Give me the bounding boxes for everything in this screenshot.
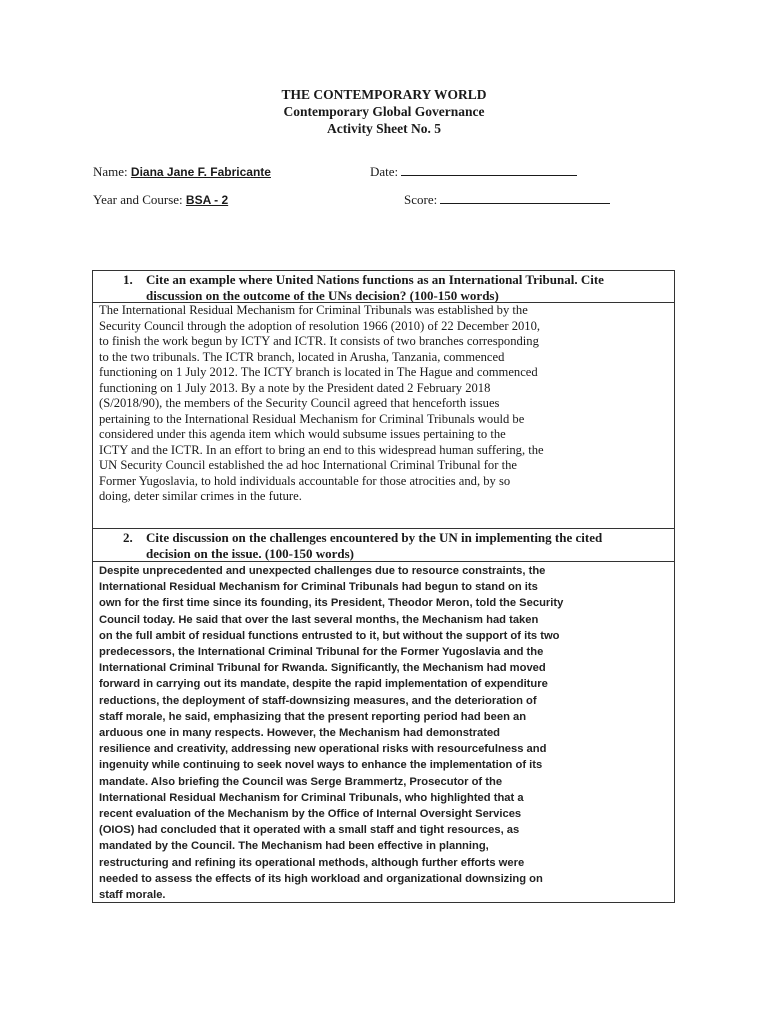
topic-title: Contemporary Global Governance xyxy=(283,104,485,119)
activity-title: Activity Sheet No. 5 xyxy=(327,121,441,136)
answer-1-line: functioning on 1 July 2012. The ICTY branch is located in The Hague and commenced xyxy=(99,365,538,379)
answer-2 xyxy=(99,563,563,903)
year-course-value: BSA - 2 xyxy=(185,193,229,207)
answer-1-line: (S/2018/90), the members of the Security Council agreed that henceforth issues xyxy=(99,396,500,410)
question-2-line: decision on the issue. (100-150 words) xyxy=(146,546,355,561)
name-field xyxy=(93,164,271,180)
answer-2-line: Council today. He said that over the last several months, the Mechanism had taken xyxy=(99,613,539,626)
answer-1-line: ICTY and the ICTR. In an effort to bring an end to this widespread human suffering, the xyxy=(99,442,544,457)
answer-2-line: mandate. Also briefing the Council was Serge Brammertz, Prosecutor of the xyxy=(99,775,503,788)
date-field xyxy=(370,164,577,180)
course-title: THE CONTEMPORARY WORLD xyxy=(281,87,487,102)
answer-2-line: staff morale. xyxy=(99,889,166,902)
date-label: Date: xyxy=(370,164,399,179)
answer-2-line: on the full ambit of residual functions entrusted to it, but without the support of its two xyxy=(99,629,560,642)
year-course-field xyxy=(93,192,228,208)
answer-2-line: needed to assess the effects of its high workload and organizational downsizing on xyxy=(99,872,543,885)
answer-2-line: restructuring and refining its operational methods, although further efforts were xyxy=(99,856,525,869)
answer-2-line: own for the first time since its founding, its President, Theodor Meron, told the Security xyxy=(99,597,564,610)
question-1-line: Cite an example where United Nations functions as an International Tribunal. Cite xyxy=(146,272,604,287)
question-1-number: 1. xyxy=(123,272,133,287)
question-2-row xyxy=(93,528,674,562)
answer-1-line: UN Security Council established the ad hoc International Criminal Tribunal for the xyxy=(99,458,517,472)
table-divider xyxy=(93,561,674,562)
answer-2-line: resilience and creativity, addressing new operational risks with resourcefulness and xyxy=(99,743,547,756)
answer-1-line: pertaining to the International Residual Mechanism for Criminal Tribunals would be xyxy=(99,411,525,426)
question-2-line: Cite discussion on the challenges encountered by the UN in implementing the cited xyxy=(146,530,603,545)
answer-1-line: Former Yugoslavia, to hold individuals accountable for those atrocities and, by so xyxy=(99,473,511,488)
question-1-text xyxy=(146,272,656,304)
answer-2-line: forward in carrying out its mandate, despite the rapid implementation of expenditure xyxy=(99,678,548,691)
name-value: Diana Jane F. Fabricante xyxy=(130,165,271,179)
year-course-label: Year and Course: xyxy=(93,192,183,207)
answer-1-line: The International Residual Mechanism for Criminal Tribunals was established by the xyxy=(99,303,528,317)
answer-1 xyxy=(99,303,544,505)
answer-2-line: International Criminal Tribunal for Rwanda. Significantly, the Mechanism had moved xyxy=(99,662,546,675)
answer-2-line: predecessors, the International Criminal Tribunal for the Former Yugoslavia and the xyxy=(99,646,544,659)
answer-2-line: International Residual Mechanism for Criminal Tribunals had begun to stand on its xyxy=(99,581,538,594)
score-blank-line xyxy=(440,192,610,204)
answer-1-line: functioning on 1 July 2013. By a note by the President dated 2 February 2018 xyxy=(99,380,491,395)
document-header xyxy=(0,86,768,137)
answer-2-line: reductions, the deployment of staff-downsizing measures, and the deterioration of xyxy=(99,694,537,707)
answer-2-line: arduous one in many respects. However, the Mechanism had demonstrated xyxy=(99,727,500,740)
answer-2-line: Despite unprecedented and unexpected challenges due to resource constraints, the xyxy=(99,565,546,577)
score-label: Score: xyxy=(404,192,438,207)
question-1-line: discussion on the outcome of the UNs decision? (100-150 words) xyxy=(146,288,499,303)
answer-2-line: recent evaluation of the Mechanism by the Office of Internal Oversight Services xyxy=(99,808,522,821)
answer-1-line: to the two tribunals. The ICTR branch, located in Arusha, Tanzania, commenced xyxy=(99,349,505,364)
question-2-text xyxy=(146,530,656,562)
score-field xyxy=(404,192,610,208)
question-1-row xyxy=(93,271,674,303)
question-2-number: 2. xyxy=(123,530,133,545)
answer-1-line: Security Council through the adoption of resolution 1966 (2010) of 22 December 2010, xyxy=(99,318,541,333)
answer-1-line: to finish the work begun by ICTY and ICTR. It consists of two branches corresponding xyxy=(99,334,539,348)
name-label: Name: xyxy=(93,164,128,179)
answer-1-line: considered under this agenda item which would subsume issues pertaining to the xyxy=(99,427,506,441)
date-blank-line xyxy=(401,164,577,176)
answer-2-line: mandated by the Council. The Mechanism had been effective in planning, xyxy=(99,840,489,853)
answer-2-line: ingenuity while continuing to seek novel ways to enhance the implementation of its xyxy=(99,759,543,772)
answer-2-line: staff morale, he said, emphasizing that the present reporting period had been an xyxy=(99,710,527,723)
answer-2-line: (OIOS) had concluded that it operated with a small staff and tight resources, as xyxy=(99,824,520,837)
answer-2-line: International Residual Mechanism for Criminal Tribunals, who highlighted that a xyxy=(99,791,524,804)
answer-1-line: doing, deter similar crimes in the future. xyxy=(99,489,302,503)
